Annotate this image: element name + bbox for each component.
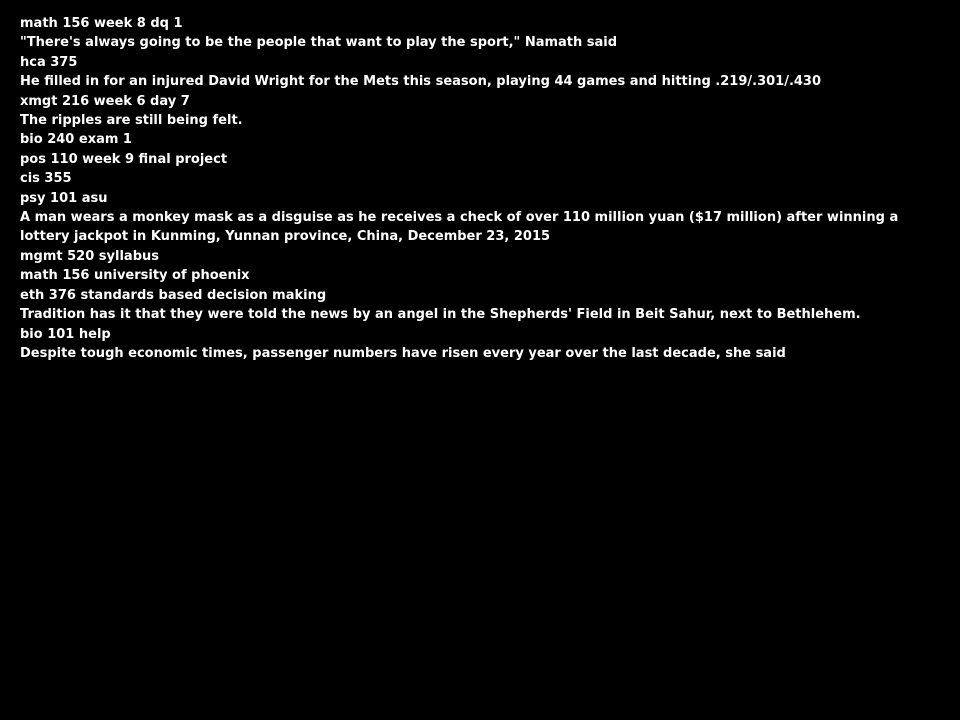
text-block (20, 14, 940, 363)
text-line: math 156 week 8 dq 1 (20, 16, 183, 31)
text-line: psy 101 asu (20, 190, 108, 206)
text-line: "There's always going to be the people that want to play the sport," Namath said (20, 35, 618, 51)
text-line: xmgt 216 week 6 day 7 (20, 93, 190, 109)
text-line: Tradition has it that they were told the news by an angel in the Shepherds' Field in Beit Sahur, next to Bethlehem. (20, 307, 861, 323)
text-line: The ripples are still being felt. (20, 113, 243, 129)
text-line: hca 375 (20, 54, 78, 70)
text-line: eth 376 standards based decision making (20, 287, 327, 303)
text-line: cis 355 (20, 171, 72, 187)
text-line: pos 110 week 9 final project (20, 151, 228, 167)
text-line: mgmt 520 syllabus (20, 248, 159, 264)
text-line: bio 101 help (20, 326, 111, 342)
text-line: math 156 university of phoenix (20, 268, 250, 284)
text-line: He filled in for an injured David Wright for the Mets this season, playing 44 games and hitting .219/.301/.430 (20, 74, 822, 90)
text-line: bio 240 exam 1 (20, 132, 132, 148)
text-line: A man wears a monkey mask as a disguise as he receives a check of over 110 million yuan ($17 million) after winning a lottery jackpot in Kunming, Yunnan province, China, December 23, 2015 (20, 210, 899, 245)
text-line: Despite tough economic times, passenger numbers have risen every year over the last decade, she said (20, 345, 786, 361)
